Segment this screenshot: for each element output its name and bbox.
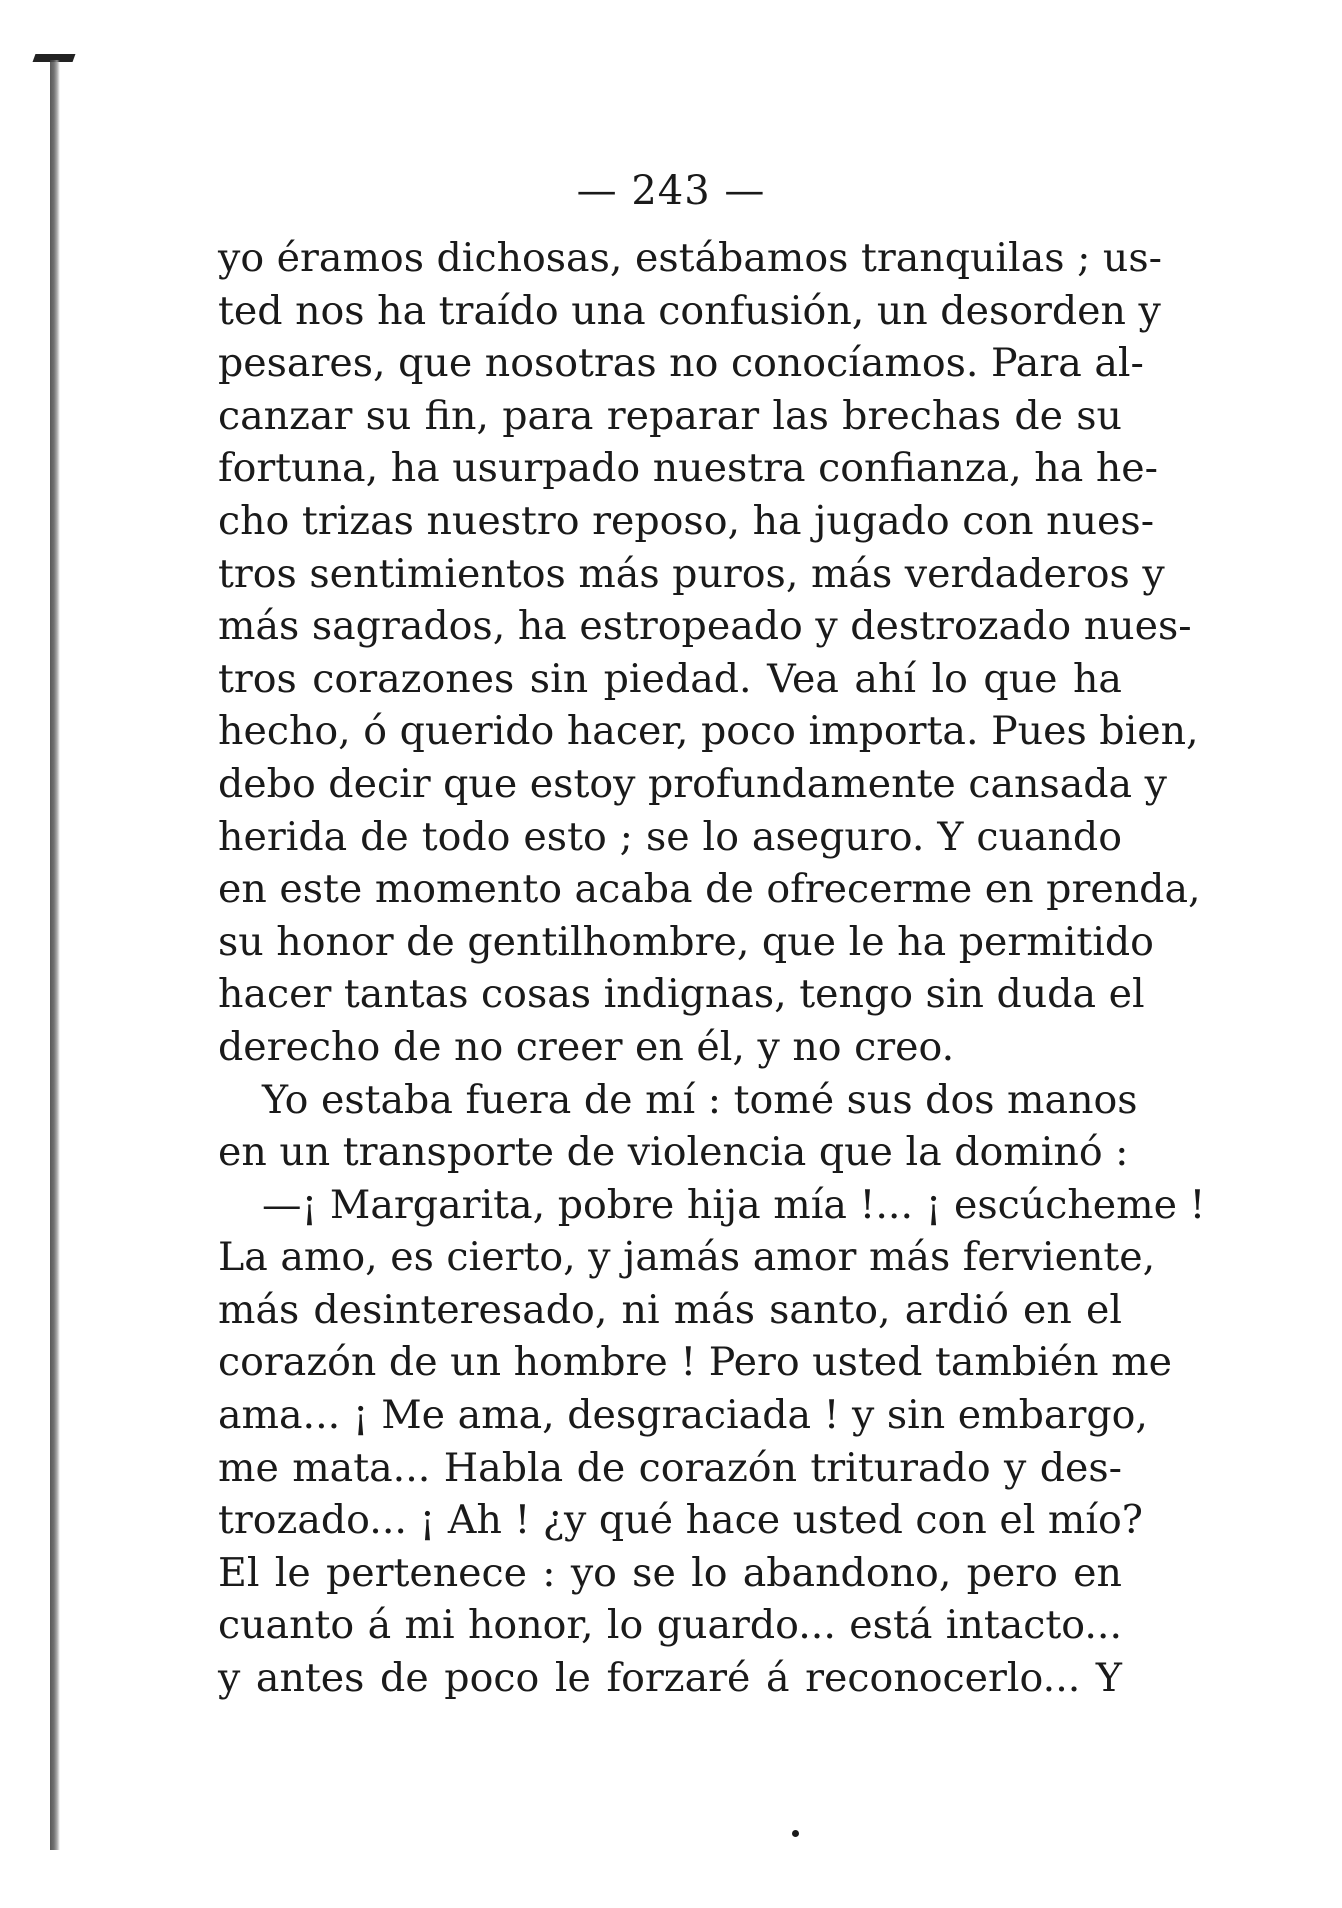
- text-line: tros corazones sin piedad. Vea ahí lo que ha: [218, 655, 1122, 702]
- text-line: —¡ Margarita, pobre hija mía !... ¡ escúcheme !: [262, 1181, 1206, 1228]
- page-binding-edge: [50, 60, 60, 1850]
- text-line: más desinteresado, ni más santo, ardió en el: [218, 1286, 1122, 1333]
- text-line: hacer tantas cosas indignas, tengo sin duda el: [218, 971, 1145, 1018]
- text-line: en un transporte de violencia que la dominó :: [218, 1129, 1129, 1176]
- text-line: fortuna, ha usurpado nuestra confianza, ha he-: [218, 445, 1158, 492]
- text-line: tros sentimientos más puros, más verdaderos y: [218, 550, 1165, 597]
- text-line: derecho de no creer en él, y no creo.: [218, 1023, 955, 1070]
- text-line: y antes de poco le forzaré á reconocerlo... Y: [218, 1655, 1122, 1702]
- body-text: [218, 232, 1206, 1705]
- text-line: más sagrados, ha estropeado y destrozado nues-: [218, 603, 1192, 650]
- text-line: El le pertenece : yo se lo abandono, pero en: [218, 1549, 1122, 1596]
- text-line: su honor de gentilhombre, que le ha permitido: [218, 918, 1154, 965]
- text-line: ama... ¡ Me ama, desgraciada ! y sin embargo,: [218, 1392, 1148, 1439]
- text-line: me mata... Habla de corazón triturado y des-: [218, 1444, 1122, 1491]
- ink-speck: [792, 1830, 799, 1837]
- text-line: pesares, que nosotras no conocíamos. Para al-: [218, 340, 1144, 387]
- text-line: canzar su fin, para reparar las brechas de su: [218, 392, 1122, 439]
- text-line: corazón de un hombre ! Pero usted también me: [218, 1339, 1172, 1386]
- text-line: Yo estaba fuera de mí : tomé sus dos manos: [262, 1076, 1138, 1123]
- text-line: trozado... ¡ Ah ! ¿y qué hace usted con el mío?: [218, 1497, 1143, 1544]
- text-line: ted nos ha traído una confusión, un desorden y: [218, 287, 1161, 334]
- page-number: — 243 —: [576, 168, 766, 214]
- text-line: herida de todo esto ; se lo aseguro. Y cuando: [218, 813, 1122, 860]
- text-line: en este momento acaba de ofrecerme en prenda,: [218, 866, 1201, 913]
- text-line: debo decir que estoy profundamente cansada y: [218, 760, 1167, 807]
- text-line: hecho, ó querido hacer, poco importa. Pues bien,: [218, 708, 1199, 755]
- text-line: yo éramos dichosas, estábamos tranquilas ; us-: [218, 235, 1162, 281]
- text-line: cuanto á mi honor, lo guardo... está intacto...: [218, 1602, 1122, 1649]
- text-line: La amo, es cierto, y jamás amor más ferviente,: [218, 1234, 1156, 1281]
- text-line: cho trizas nuestro reposo, ha jugado con nues-: [218, 497, 1155, 544]
